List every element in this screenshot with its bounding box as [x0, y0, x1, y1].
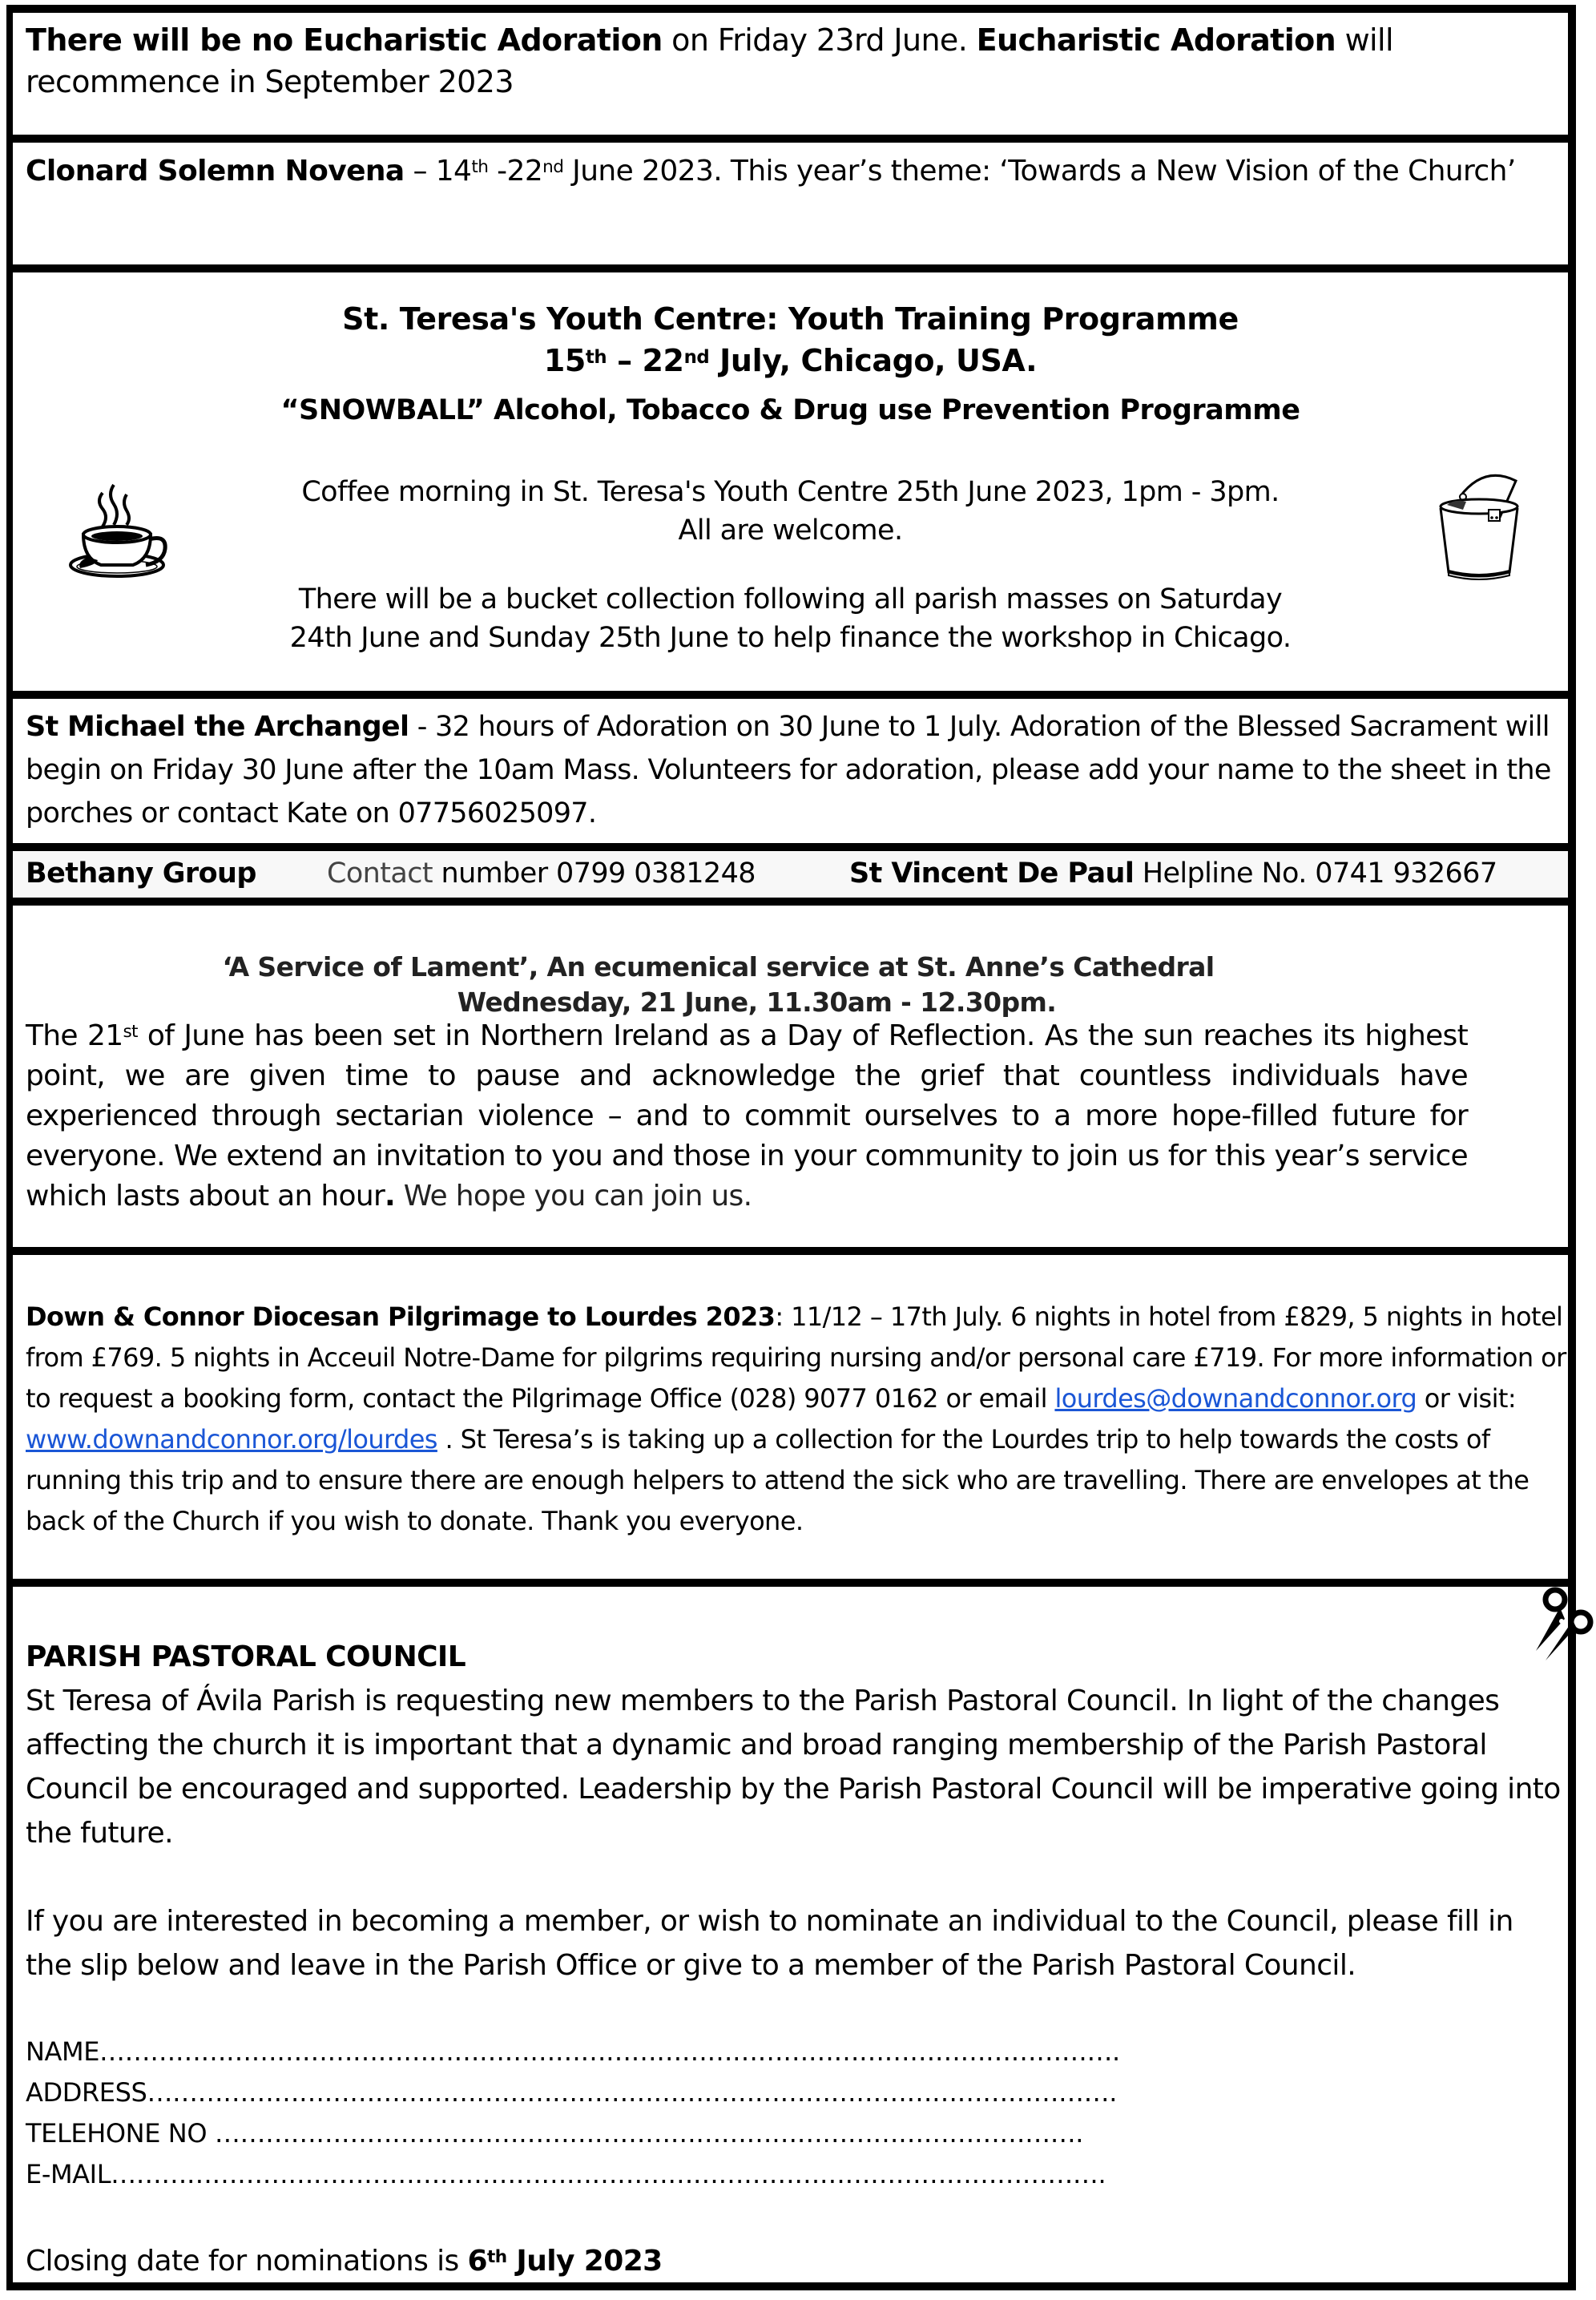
bucket-collection-text: [13, 580, 1568, 657]
coffee-line-1: Coffee morning in St. Teresa's Youth Centre 25th June 2023, 1pm - 3pm.: [301, 476, 1280, 508]
youth-location: July, Chicago, USA.: [709, 343, 1038, 378]
lament-date-time: Wednesday, 21 June, 11.30am - 12.30pm.: [457, 987, 1057, 1018]
coffee-line-2: All are welcome.: [678, 514, 903, 547]
clonard-date-end: -22: [488, 155, 543, 188]
lament-body: [26, 1016, 1468, 1217]
lourdes-title: Down & Connor Diocesan Pilgrimage to Lourdes 2023: [26, 1301, 776, 1332]
notice-service-of-lament: [6, 898, 1576, 1247]
youth-date-end: – 22: [607, 343, 684, 378]
youth-title: [13, 298, 1568, 381]
youth-title-line2: [13, 340, 1568, 381]
lourdes-email-link[interactable]: lourdes@downandconnor.org: [1054, 1383, 1417, 1414]
sup-nd: nd: [542, 157, 564, 178]
notice-parish-pastoral-council: [6, 1579, 1576, 2290]
contacts-strip: [13, 851, 1568, 898]
youth-subtitle: “SNOWBALL” Alcohol, Tobacco & Drug use Prevention Programme: [280, 394, 1300, 426]
lament-body-main: of June has been set in Northern Ireland as a Day of Reflection. As the sun reaches its highest point, we are given time to pause and acknowledge the grief that countless individuals have experienced through sectarian violence – and to commit ourselves to a more hope-filled future for everyone. We extend an invitation to you and those in your community to join us for this year’s service which lasts about an hour: [26, 1019, 1468, 1213]
spacer: [26, 1987, 1564, 2032]
form-telephone-field[interactable]: TELEHONE NO ………………………………………………………………………………………….: [26, 2118, 1084, 2149]
notice-clonard-novena: [6, 135, 1576, 264]
adoration-text: [13, 13, 1568, 103]
clonard-theme: June 2023. This year’s theme: ‘Towards a New Vision of the Church’: [563, 155, 1516, 188]
ppc-content: [26, 1635, 1564, 2283]
contacts-row: [6, 843, 1576, 898]
bethany-number: number 0799 0381248: [432, 857, 756, 890]
closing-date-label: Closing date for nominations is: [26, 2245, 468, 2278]
lourdes-text: [13, 1297, 1585, 1542]
form-name-field[interactable]: NAME………………………………………………………………………………………………………….: [26, 2036, 1120, 2067]
lourdes-visit-text: or visit:: [1417, 1383, 1517, 1414]
adoration-text-1: on Friday 23rd June.: [662, 22, 977, 58]
youth-title-line1: St. Teresa's Youth Centre: Youth Training Programme: [342, 301, 1239, 337]
lament-heading: ‘A Service of Lament’, An ecumenical service at St. Anne’s Cathedral: [222, 951, 1215, 983]
contact-word: Contact: [327, 857, 433, 890]
spacer: [26, 1855, 1564, 1899]
lourdes-details: : 11/12 – 17th July. 6 nights in hotel from £829, 5 nights in hotel from £769. 5 nights in Acceuil Notre-Dame for pilgrims requiring nursing and/or personal care £719. For more information or to request a booking form, contact the Pilgrimage Office (028) 9077 0162 or email: [26, 1301, 1566, 1414]
lament-period: .: [385, 1180, 396, 1213]
notice-st-michael: [6, 691, 1576, 843]
form-address-field[interactable]: ADDRESS…………………………………………………………………………………………………….: [26, 2077, 1118, 2108]
coffee-morning-text: [13, 473, 1568, 550]
lament-closing: We hope you can join us.: [395, 1180, 752, 1213]
form-email-field[interactable]: E-MAIL……………………………………………………………………………………………………….: [26, 2159, 1106, 2189]
closing-day: 6: [467, 2245, 487, 2278]
closing-month-year: July 2023: [506, 2245, 663, 2278]
lourdes-website-link[interactable]: www.downandconnor.org/lourdes: [26, 1424, 437, 1455]
bethany-contact-number: [327, 851, 756, 896]
ppc-paragraph-2: If you are interested in becoming a member, or wish to nominate an individual to the Council, please fill in the slip below and leave in the Parish Office or give to a member of the Parish Pastoral Council.: [26, 1905, 1513, 1982]
sup-th: th: [487, 2247, 507, 2268]
clonard-text: [13, 143, 1568, 194]
st-michael-text: [13, 699, 1568, 835]
notice-lourdes-pilgrimage: [6, 1247, 1576, 1579]
clonard-title: Clonard Solemn Novena: [26, 155, 405, 188]
lament-body-start: The 21: [26, 1019, 123, 1052]
notice-adoration: [6, 5, 1576, 135]
bucket-line-2: 24th June and Sunday 25th June to help finance the workshop in Chicago.: [289, 622, 1292, 654]
adoration-bold-1: There will be no Eucharistic Adoration: [26, 22, 663, 58]
bucket-line-1: There will be a bucket collection following all parish masses on Saturday: [298, 583, 1283, 615]
spacer: [26, 2195, 1564, 2239]
bucket-icon: [1431, 465, 1527, 585]
sup-th: th: [585, 346, 607, 368]
ppc-paragraph-1: St Teresa of Ávila Parish is requesting new members to the Parish Pastoral Council. In light of the changes affecting the church it is important that a dynamic and broad ranging membership of the Parish Pastoral Council be encouraged and supported. Leadership by the Parish Pastoral Council will be imperative going into the future.: [26, 1685, 1561, 1850]
sup-st: st: [123, 1022, 138, 1043]
lourdes-collection-text: . St Teresa’s is taking up a collection for the Lourdes trip to help towards the costs of running this trip and to ensure there are enough helpers to attend the sick who are travelling. There are envelopes at the back of the Church if you wish to donate. Thank you everyone.: [26, 1424, 1530, 1536]
st-michael-body: - 32 hours of Adoration on 30 June to 1 July. Adoration of the Blessed Sacrament will begin on Friday 30 June after the 10am Mass. Volunteers for adoration, please add your name to the sheet in the porches or contact Kate on 07756025097.: [26, 711, 1551, 829]
newsletter-page: [6, 5, 1576, 2290]
youth-date-start: 15: [543, 343, 586, 378]
svdp-number: Helpline No. 0741 932667: [1134, 857, 1497, 890]
sup-th: th: [471, 157, 489, 178]
st-michael-title: St Michael the Archangel: [26, 711, 409, 743]
svdp-label: St Vincent De Paul: [849, 857, 1135, 890]
bethany-group-label: Bethany Group: [26, 857, 256, 890]
clonard-date-start: – 14: [404, 155, 472, 188]
svdp-helpline: [849, 851, 1497, 896]
ppc-title: PARISH PASTORAL COUNCIL: [26, 1640, 466, 1673]
coffee-cup-icon: [61, 477, 173, 581]
ppc-closing-date: [26, 2239, 1564, 2283]
sup-nd: nd: [683, 346, 710, 368]
adoration-text-2: will recommence in September 2023: [26, 22, 1393, 99]
notice-youth-centre: [6, 264, 1576, 691]
adoration-bold-2: Eucharistic Adoration: [976, 22, 1336, 58]
